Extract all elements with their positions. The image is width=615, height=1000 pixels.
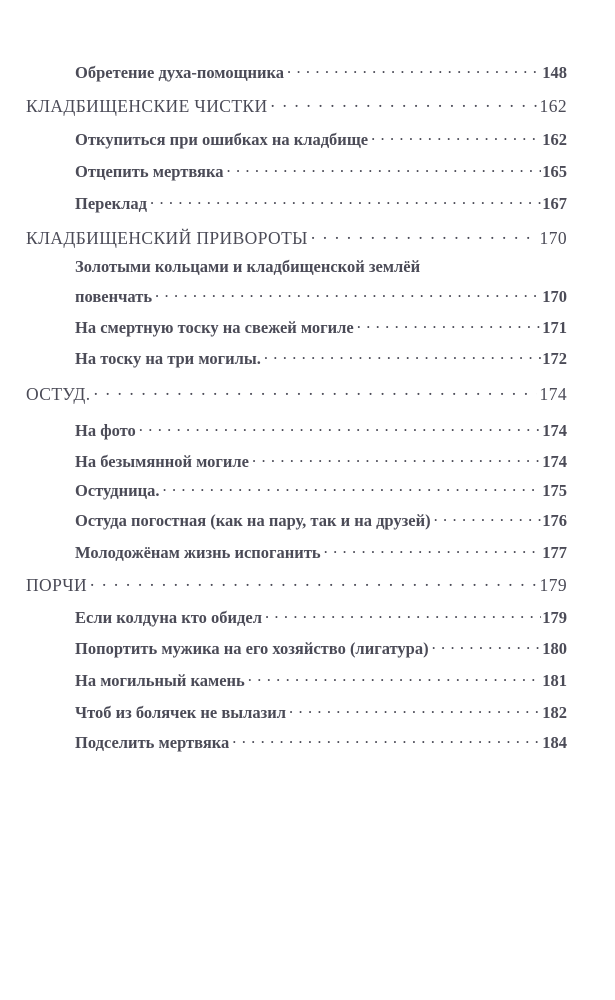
toc-item[interactable] — [75, 669, 567, 691]
toc-page-number: 174 — [542, 420, 567, 440]
toc-item-title: Молодожёнам жизнь испоганить — [75, 542, 321, 562]
toc-section[interactable] — [26, 94, 567, 117]
toc-section[interactable] — [26, 382, 567, 405]
toc-item[interactable] — [75, 285, 567, 307]
toc-item[interactable] — [75, 61, 567, 83]
toc-item-title: Чтоб из болячек не вылазил — [75, 702, 287, 722]
dot-leader — [94, 382, 537, 400]
dot-leader — [432, 637, 542, 654]
dot-leader — [227, 160, 542, 177]
toc-page-number: 179 — [539, 574, 567, 595]
toc-item[interactable] — [75, 316, 567, 338]
toc-page-number: 177 — [542, 542, 567, 562]
toc-item-title: На фото — [75, 420, 136, 440]
toc-item[interactable] — [75, 541, 567, 563]
toc-page-number: 167 — [542, 193, 567, 213]
toc-page-number: 175 — [542, 480, 567, 500]
dot-leader — [265, 606, 541, 623]
toc-page-number: 184 — [542, 732, 567, 752]
toc-item[interactable] — [75, 731, 567, 753]
toc-item[interactable] — [75, 606, 567, 628]
dot-leader — [287, 61, 541, 78]
toc-page-number: 170 — [542, 286, 567, 306]
dot-leader — [232, 731, 541, 748]
toc-item-title: На тоску на три могилы. — [75, 348, 261, 368]
toc-item-title-line1[interactable]: Золотыми кольцами и кладбищенской землёй — [75, 257, 421, 276]
toc-item[interactable] — [75, 160, 567, 182]
toc-item-title: На смертную тоску на свежей могиле — [75, 317, 354, 337]
toc-item-title: Обретение духа-помощника — [75, 62, 285, 82]
dot-leader — [434, 509, 542, 526]
toc-item-title: повенчать — [75, 286, 153, 306]
toc-page-number: 170 — [539, 227, 567, 248]
toc-item-title: Остудница. — [75, 480, 160, 500]
toc-item-title: Переклад — [75, 193, 148, 213]
toc-item[interactable] — [75, 509, 567, 531]
toc-item[interactable] — [75, 701, 567, 723]
toc-section[interactable] — [26, 573, 567, 596]
toc-page-number: 172 — [542, 348, 567, 368]
dot-leader — [150, 192, 541, 209]
toc-page-number: 174 — [539, 383, 567, 404]
dot-leader — [271, 94, 537, 112]
toc-item[interactable] — [75, 192, 567, 214]
toc-item-title: Откупиться при ошибках на кладбище — [75, 129, 369, 149]
toc-section[interactable] — [26, 226, 567, 249]
toc-item-title: На безымянной могиле — [75, 451, 249, 471]
dot-leader — [155, 285, 541, 302]
toc-page-number: 148 — [542, 62, 567, 82]
toc-section-title: ПОРЧИ — [26, 574, 88, 595]
dot-leader — [324, 541, 542, 558]
toc-item[interactable] — [75, 347, 567, 369]
dot-leader — [357, 316, 541, 333]
toc-page-number: 171 — [542, 317, 567, 337]
toc-page-number: 162 — [542, 129, 567, 149]
toc-item[interactable] — [75, 450, 567, 472]
toc-page-number: 179 — [542, 607, 567, 627]
dot-leader — [90, 573, 537, 591]
dot-leader — [248, 669, 541, 686]
toc-item-title: Если колдуна кто обидел — [75, 607, 262, 627]
toc-page-number: 182 — [542, 702, 567, 722]
toc-item-title: Подселить мертвяка — [75, 732, 230, 752]
dot-leader — [289, 701, 541, 718]
toc-page-number: 180 — [542, 638, 567, 658]
dot-leader — [371, 128, 541, 145]
dot-leader — [264, 347, 541, 364]
dot-leader — [163, 479, 542, 496]
toc-page-number: 165 — [542, 161, 567, 181]
toc-item[interactable] — [75, 128, 567, 150]
toc-item-title: На могильный камень — [75, 670, 245, 690]
toc-item[interactable] — [75, 419, 567, 441]
toc-page-number: 174 — [542, 451, 567, 471]
dot-leader — [139, 419, 541, 436]
toc-item[interactable] — [75, 479, 567, 501]
toc-item-title: Попортить мужика на его хозяйство (лигатура) — [75, 638, 429, 658]
toc-section-title: КЛАДБИЩЕНСКИЕ ЧИСТКИ — [26, 95, 268, 116]
toc-section-title: ОСТУД. — [26, 383, 91, 404]
toc-item[interactable] — [75, 637, 567, 659]
dot-leader — [311, 226, 537, 244]
toc-page-number: 176 — [542, 510, 567, 530]
dot-leader — [252, 450, 541, 467]
toc-item-title: Отцепить мертвяка — [75, 161, 224, 181]
toc-item-title: Остуда погостная (как на пару, так и на друзей) — [75, 510, 431, 530]
toc-page-number: 162 — [539, 95, 567, 116]
toc-section-title: КЛАДБИЩЕНСКИЙ ПРИВОРОТЫ — [26, 227, 308, 248]
toc-page-number: 181 — [542, 670, 567, 690]
